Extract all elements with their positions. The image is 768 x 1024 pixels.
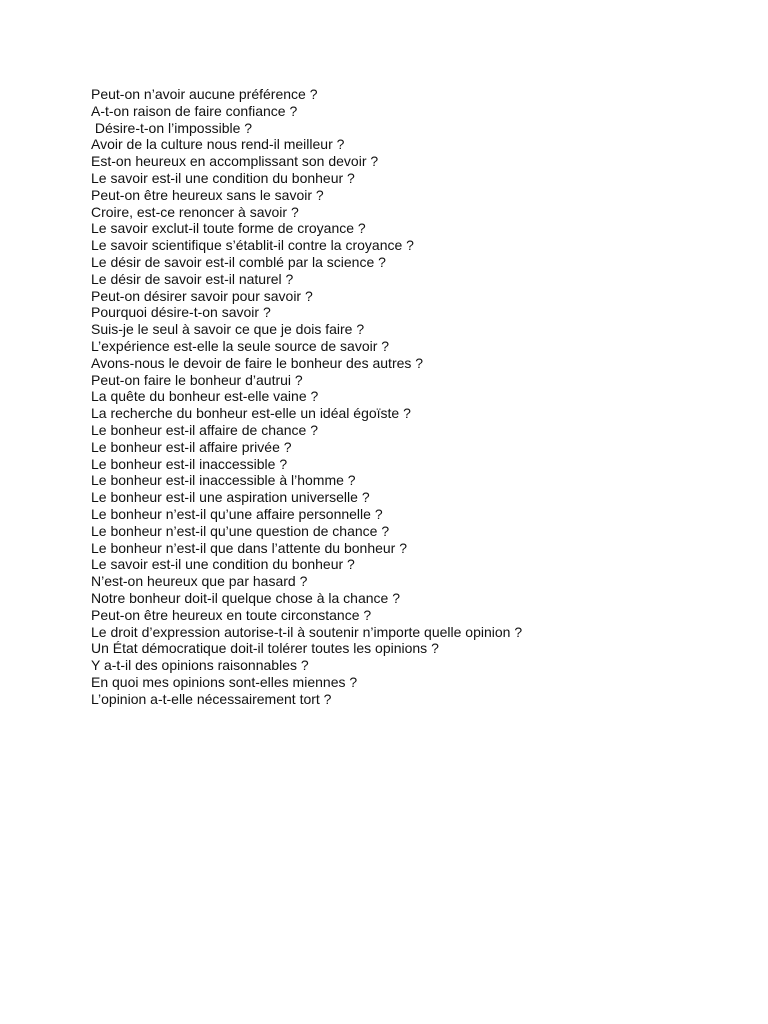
question-line: Le savoir scientifique s’établit-il contre la croyance ? [91,237,414,254]
question-line: Le bonheur n’est-il que dans l’attente du bonheur ? [91,539,408,556]
question-line: Le bonheur est-il inaccessible à l’homme ? [91,472,356,489]
question-line: N’est-on heureux que par hasard ? [91,573,308,590]
question-line: Le bonheur est-il affaire privée ? [91,438,292,455]
question-line: Le savoir est-il une condition du bonheur ? [91,169,355,186]
question-line: Désire-t-on l’impossible ? [91,119,253,136]
question-line: Est-on heureux en accomplissant son devoir ? [91,153,379,170]
question-line: La recherche du bonheur est-elle un idéal égoïste ? [91,405,411,422]
question-line: Peut-on être heureux en toute circonstance ? [91,606,372,623]
question-line: Y a-t-il des opinions raisonnables ? [91,657,309,674]
question-line: Peut-on désirer savoir pour savoir ? [91,287,313,304]
question-line: En quoi mes opinions sont-elles miennes ? [91,673,358,690]
question-line: L’opinion a-t-elle nécessairement tort ? [91,690,332,707]
question-line: Le bonheur est-il affaire de chance ? [91,421,319,438]
question-line: Le savoir exclut-il toute forme de croyance ? [91,220,366,237]
question-line: A-t-on raison de faire confiance ? [91,102,298,119]
question-line: Avoir de la culture nous rend-il meilleur ? [91,136,345,153]
question-line: Peut-on être heureux sans le savoir ? [91,186,324,203]
question-line: L’expérience est-elle la seule source de savoir ? [91,337,390,354]
question-line: Un État démocratique doit-il tolérer toutes les opinions ? [91,640,439,657]
question-line: Le bonheur est-il inaccessible ? [91,455,288,472]
question-line: La quête du bonheur est-elle vaine ? [91,388,319,405]
question-line: Le désir de savoir est-il comblé par la science ? [91,253,386,270]
question-line: Peut-on n’avoir aucune préférence ? [91,86,318,102]
question-line: Le bonheur est-il une aspiration universelle ? [91,489,370,506]
question-line: Croire, est-ce renoncer à savoir ? [91,203,299,220]
question-line: Avons-nous le devoir de faire le bonheur des autres ? [91,354,424,371]
question-line: Notre bonheur doit-il quelque chose à la chance ? [91,589,400,606]
question-line: Peut-on faire le bonheur d’autrui ? [91,371,303,388]
question-line: Le savoir est-il une condition du bonheur ? [91,556,355,573]
question-line: Pourquoi désire-t-on savoir ? [91,304,271,321]
question-line: Le bonheur n’est-il qu’une question de chance ? [91,522,390,539]
question-list [91,86,731,707]
question-line: Le désir de savoir est-il naturel ? [91,270,294,287]
question-line: Suis-je le seul à savoir ce que je dois faire ? [91,321,365,338]
question-line: Le droit d’expression autorise-t-il à soutenir n’importe quelle opinion ? [91,623,523,640]
question-line: Le bonheur n’est-il qu’une affaire personnelle ? [91,505,383,522]
